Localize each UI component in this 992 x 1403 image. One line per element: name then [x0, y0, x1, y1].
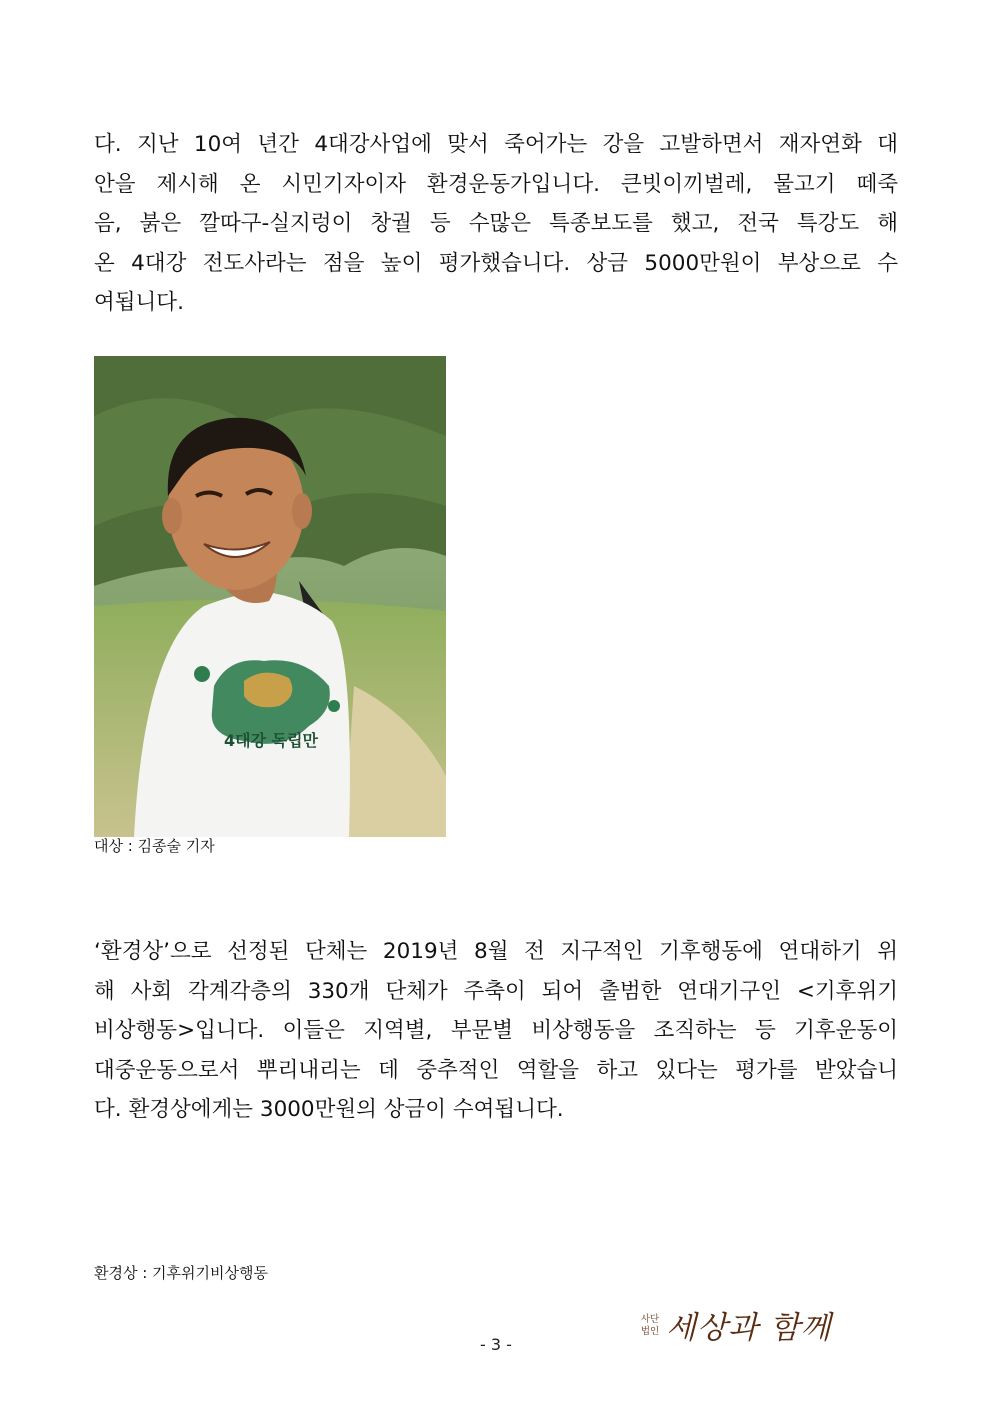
- award-caption: 환경상 : 기후위기비상행동: [94, 1264, 268, 1282]
- text-line: 여됩니다.: [94, 290, 184, 315]
- logo-small-text: [640, 1314, 660, 1338]
- page-number: - 3 -: [480, 1335, 512, 1354]
- paragraph-award-description: [94, 125, 898, 323]
- logo-main-text: 세상과 함께: [666, 1310, 832, 1346]
- text-line: 대중운동으로서 뿌리내리는 데 중추적인 역할을 하고 있다는 평가를 받았습니: [94, 1057, 898, 1083]
- photo-caption: 대상 : 김종술 기자: [94, 837, 215, 855]
- logo-small-bottom: 법인: [640, 1326, 660, 1337]
- text-line: 다. 지난 10여 년간 4대강사업에 맞서 죽어가는 강을 고발하면서 재자연화 대: [94, 132, 898, 157]
- organization-logo: [640, 1308, 830, 1352]
- portrait-photo: [94, 356, 446, 837]
- paragraph-environment-award: [94, 932, 898, 1130]
- text-line: 음, 붉은 깔따구-실지렁이 창궐 등 수많은 특종보도를 했고, 전국 특강도 해: [94, 211, 898, 236]
- text-line: 해 사회 각계각층의 330개 단체가 주축이 되어 출범한 연대기구인 <기후위기: [94, 978, 898, 1004]
- text-line: 온 4대강 전도사라는 점을 높이 평가했습니다. 상금 5000만원이 부상으로 수: [94, 250, 898, 276]
- logo-small-top: 사단: [640, 1314, 660, 1325]
- text-line: 비상행동>입니다. 이들은 지역별, 부문별 비상행동을 조직하는 등 기후운동이: [94, 1018, 898, 1043]
- text-line: ‘환경상’으로 선정된 단체는 2019년 8월 전 지구적인 기후행동에 연대하기 위: [94, 939, 898, 964]
- shirt-print-text: 4대강 독립만: [224, 731, 318, 750]
- text-line: 다. 환경상에게는 3000만원의 상금이 수여됩니다.: [94, 1097, 564, 1122]
- text-line: 안을 제시해 온 시민기자이자 환경운동가입니다. 큰빗이끼벌레, 물고기 떼죽: [94, 171, 898, 197]
